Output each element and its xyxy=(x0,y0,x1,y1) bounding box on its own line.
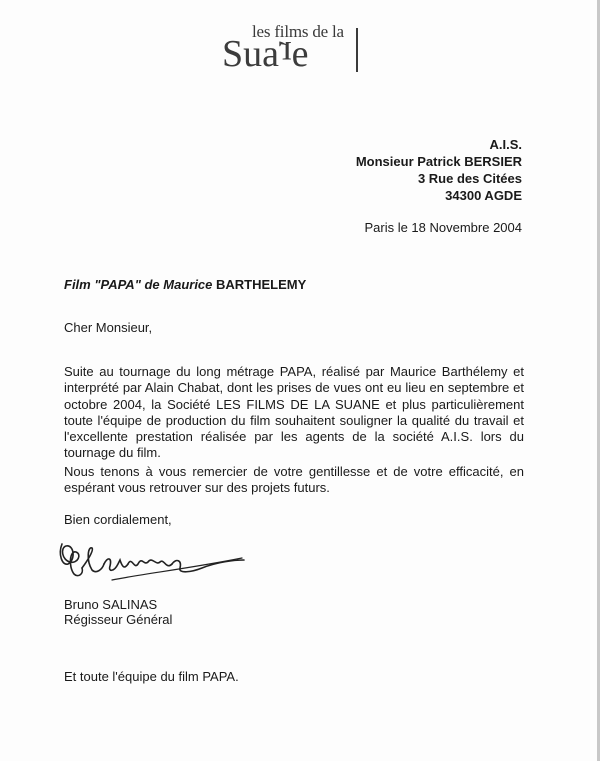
letter-subject xyxy=(64,277,306,292)
body-paragraph-2: Nous tenons à vous remercier de votre gentillesse et de votre efficacité, en espérant vous retrouver sur des projets futurs. xyxy=(64,464,524,496)
company-logo xyxy=(222,20,362,76)
subject-prefix: Film xyxy=(64,277,95,292)
recipient-company: A.I.S. xyxy=(489,137,522,152)
logo-divider xyxy=(356,28,358,72)
recipient-name: Monsieur Patrick BERSIER xyxy=(355,154,522,169)
salutation: Cher Monsieur, xyxy=(64,320,153,335)
footer-note: Et toute l'équipe du film PAPA. xyxy=(64,669,239,684)
closing: Bien cordialement, xyxy=(64,512,172,527)
recipient-address xyxy=(356,136,522,204)
body-paragraph-1: Suite au tournage du long métrage PAPA, réalisé par Maurice Barthélemy et interprété par Alain Chabat, dont les prises de vues ont eu lieu en septembre et octobre 2004, la Société LES FILMS DE LA SUANE et plus particulièrement toute l'équipe de production du film souhaitent souligner la qualité du travail et l'excellente prestation réalisée par les agents de la société A.I.S. lors du tournage du film. xyxy=(64,364,524,461)
signer-title: Régisseur Général xyxy=(64,612,173,627)
logo-line-2-flipped: ɹ xyxy=(279,33,292,75)
letter-date: Paris le 18 Novembre 2004 xyxy=(364,220,522,235)
logo-line-2-suffix: e xyxy=(291,33,309,75)
recipient-street: 3 Rue des Citées xyxy=(417,171,522,186)
logo-line-1: les films de la xyxy=(252,22,344,41)
subject-title: "PAPA" de Maurice xyxy=(94,277,216,292)
signer-name: Bruno SALINAS xyxy=(64,597,158,612)
subject-name: BARTHELEMY xyxy=(216,277,307,292)
logo-line-2-prefix: Sua xyxy=(222,33,279,75)
logo-line-2 xyxy=(222,32,309,76)
recipient-city: 34300 AGDE xyxy=(445,188,522,203)
handwritten-signature xyxy=(52,530,252,588)
